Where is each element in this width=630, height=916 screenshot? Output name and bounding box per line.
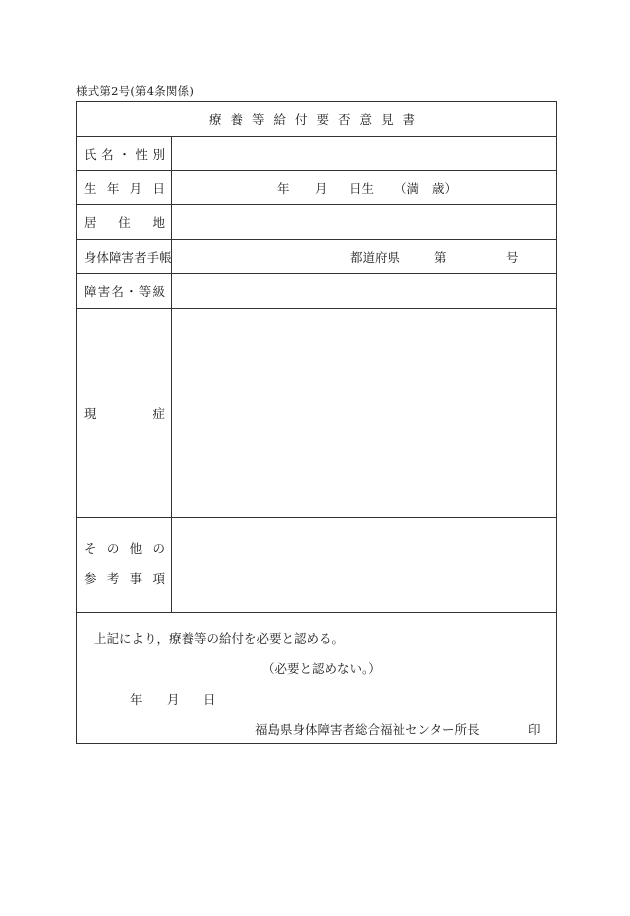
name-sex-label-char: 別 — [152, 146, 165, 162]
other-field[interactable] — [172, 518, 556, 612]
birthdate-label-char: 生 — [84, 180, 97, 196]
birthdate-label-cell — [77, 171, 172, 204]
footer-date-day: 日 — [203, 692, 216, 707]
address-label-char: 住 — [118, 215, 131, 230]
disability-label-char: ・ — [125, 284, 138, 299]
address-row — [77, 205, 556, 240]
disability-label-char: 害 — [97, 284, 111, 299]
handbook-label-char: 帳 — [159, 249, 172, 265]
form-title: 療養等給付要否意見書 — [208, 112, 424, 127]
handbook-field[interactable] — [172, 240, 556, 273]
name-sex-label — [84, 145, 165, 163]
age-close: 歳） — [432, 180, 458, 196]
birthdate-label-char: 月 — [129, 180, 143, 196]
footer-date-month: 月 — [167, 692, 180, 707]
other-label-char: 参 — [84, 571, 97, 586]
symptoms-row — [77, 309, 556, 518]
name-sex-row — [77, 137, 556, 171]
handbook-row — [77, 240, 556, 274]
handbook-go: 号 — [506, 249, 519, 265]
disability-label-char: 等 — [138, 284, 152, 299]
other-label-char: 他 — [129, 541, 143, 556]
birthdate-field[interactable] — [172, 171, 556, 204]
form-title-row — [77, 102, 556, 137]
name-sex-label-char: ・ — [118, 146, 131, 162]
handbook-label-char: 手 — [146, 249, 160, 265]
disability-label-cell — [77, 274, 172, 308]
handbook-dai: 第 — [434, 249, 447, 265]
handbook-label-char: 障 — [109, 249, 122, 265]
symptoms-label-right: 症 — [152, 406, 165, 421]
non-approval-note: （必要と認めない。） — [262, 661, 381, 676]
name-sex-label-char: 名 — [101, 146, 114, 162]
seal-mark: 印 — [528, 722, 541, 737]
opinion-form — [76, 101, 557, 744]
birthdate-label-char: 年 — [106, 180, 120, 196]
birthdate-row — [77, 171, 556, 205]
other-label-cell — [77, 518, 172, 612]
birthdate-label — [84, 179, 165, 197]
name-sex-field[interactable] — [172, 137, 556, 170]
symptoms-field[interactable] — [172, 309, 556, 517]
address-field[interactable] — [172, 205, 556, 239]
handbook-label — [84, 248, 172, 266]
footer-date-year: 年 — [130, 692, 143, 707]
symptoms-label-cell — [77, 309, 172, 517]
address-label — [84, 213, 165, 231]
birth-day-unit: 日生 — [349, 180, 375, 196]
disability-row — [77, 274, 556, 309]
disability-label-char: 障 — [84, 284, 97, 299]
disability-label-char: 名 — [111, 284, 124, 299]
other-label-char: 事 — [129, 571, 143, 586]
birth-year-unit: 年 — [277, 180, 290, 196]
other-label-line1 — [84, 539, 165, 557]
address-label-char: 居 — [84, 215, 97, 230]
address-label-cell — [77, 205, 172, 239]
disability-label-char: 級 — [152, 284, 165, 299]
age-open: （満 — [394, 180, 420, 196]
name-sex-label-char: 氏 — [84, 146, 97, 162]
handbook-label-char: 体 — [96, 249, 110, 265]
handbook-label-char: 者 — [134, 249, 147, 265]
disability-label — [84, 282, 165, 300]
name-sex-label-cell — [77, 137, 172, 170]
other-label-char: の — [106, 541, 120, 556]
birthdate-label-char: 日 — [152, 180, 165, 196]
handbook-label-char: 身 — [84, 249, 97, 265]
other-label-line2 — [84, 569, 165, 587]
other-label-char: 項 — [152, 571, 165, 586]
symptoms-label-left: 現 — [84, 406, 97, 421]
other-label-char: そ — [84, 541, 97, 556]
form-number-label: 様式第2号(第4条関係) — [76, 84, 195, 98]
disability-field[interactable] — [172, 274, 556, 308]
address-label-char: 地 — [152, 215, 165, 230]
symptoms-label — [84, 404, 165, 422]
approval-statement: 上記により，療養等の給付を必要と認める。 — [94, 631, 345, 646]
handbook-prefecture: 都道府県 — [350, 249, 401, 265]
other-label-char: の — [152, 541, 165, 556]
handbook-label-cell — [77, 240, 172, 273]
signatory: 福島県身体障害者総合福祉センター所長 — [255, 722, 480, 737]
handbook-label-char: 害 — [121, 249, 135, 265]
other-label-char: 考 — [106, 571, 120, 586]
name-sex-label-char: 性 — [135, 146, 148, 162]
birth-month-unit: 月 — [315, 180, 328, 196]
other-row — [77, 518, 556, 613]
